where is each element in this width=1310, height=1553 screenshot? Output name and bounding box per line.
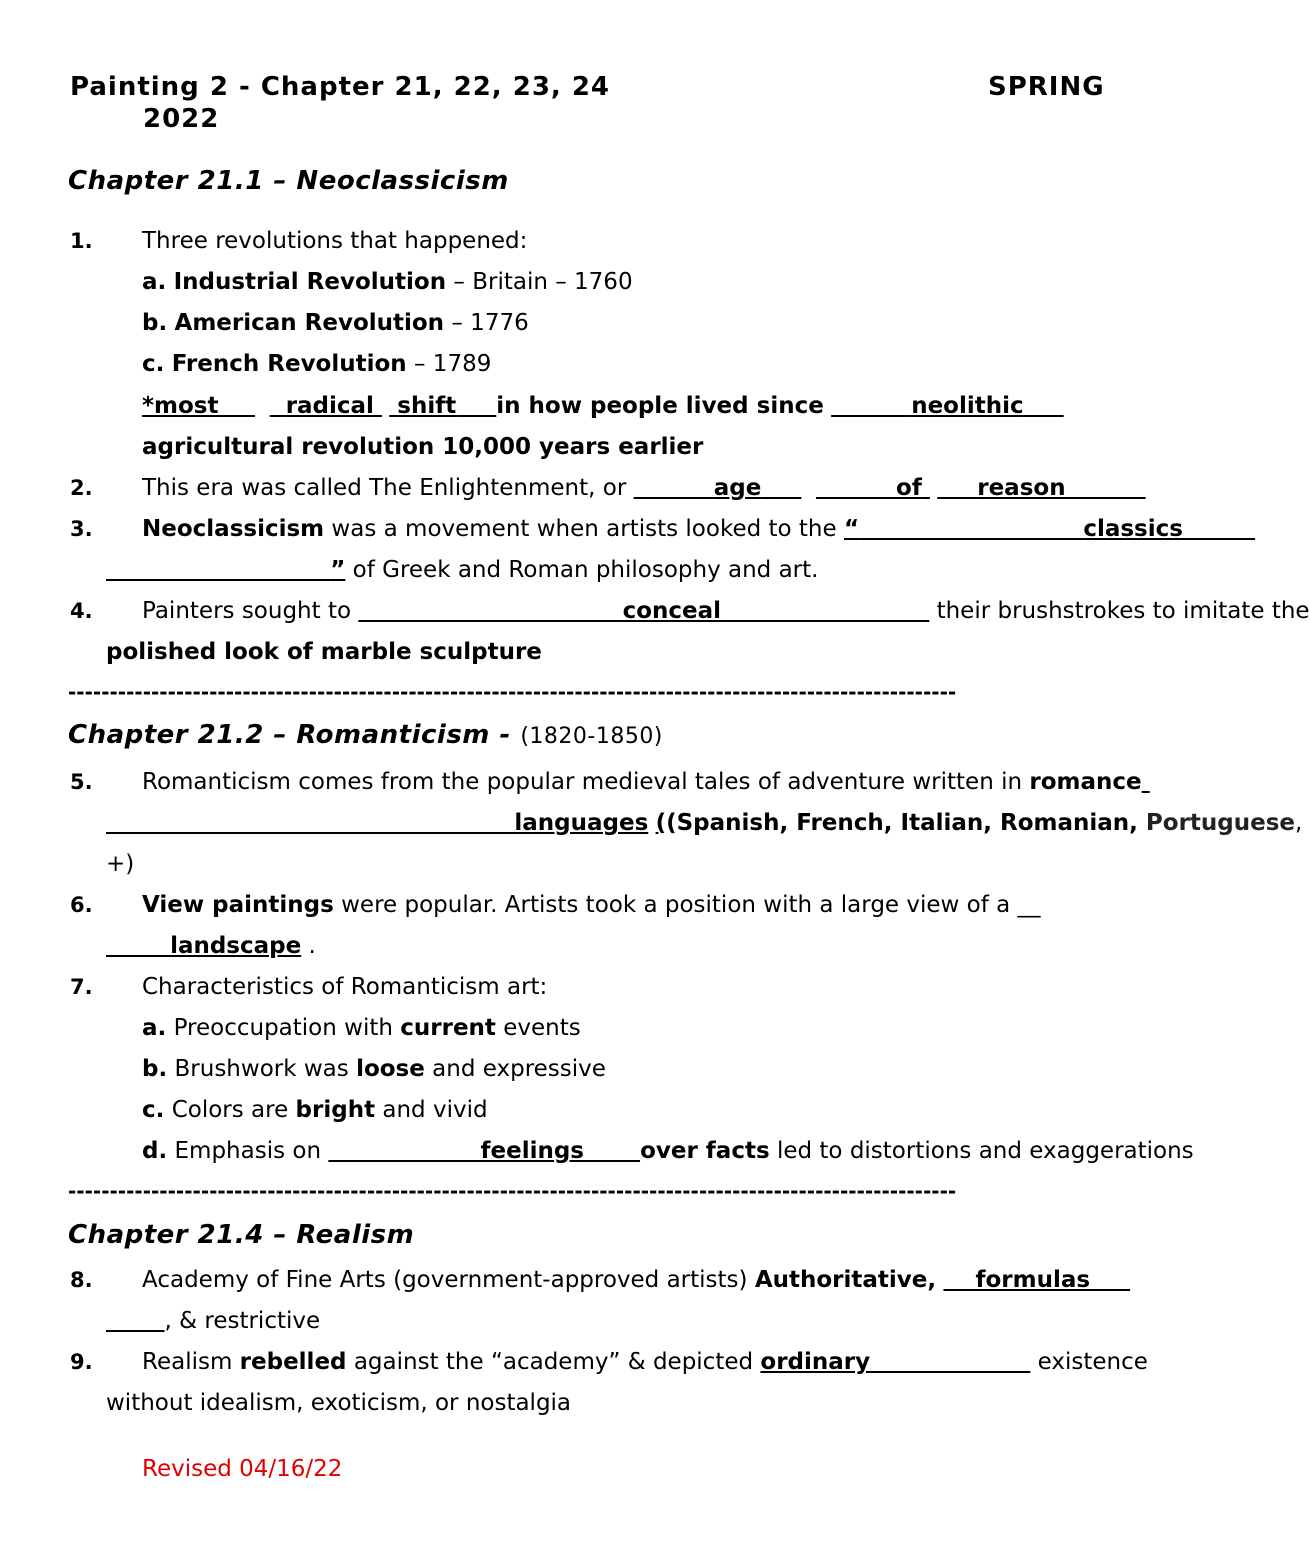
list-item: c. Colors are bright and vivid (142, 1097, 488, 1123)
answer-blank: ” (330, 557, 346, 583)
question-text: of Greek and Roman philosophy and art. (345, 557, 819, 583)
item-term: French Revolution (171, 351, 407, 377)
question-term: Neoclassicism (142, 516, 325, 542)
section-heading-romanticism: Chapter 21.2 – Romanticism - (1820-1850) (68, 720, 663, 750)
item-letter: c. (142, 351, 165, 377)
list-item (142, 308, 529, 338)
list-item (142, 267, 633, 297)
answer-blank: landscape (170, 933, 302, 959)
question-line (106, 555, 818, 585)
answer-text: over facts (640, 1138, 770, 1164)
answer-blank: neolithic (911, 393, 1024, 419)
item-detail: – 1776 (444, 310, 529, 336)
answer-text: polished look of marble sculpture (106, 639, 542, 665)
answer-blank: formulas (975, 1267, 1091, 1293)
answer-text: rebelled (239, 1349, 347, 1375)
item-detail: – 1789 (406, 351, 492, 377)
question-number: 5. (70, 770, 93, 794)
question-line (142, 890, 1041, 920)
question-line (142, 473, 1146, 503)
question-number: 8. (70, 1268, 93, 1292)
answer-blank: conceal (622, 598, 722, 624)
question-text: were popular. Artists took a position with a large view of a __ (333, 892, 1041, 918)
question-number: 9. (70, 1350, 93, 1374)
answer-text: bright (295, 1097, 376, 1123)
question-line: without idealism, exoticism, or nostalgia (106, 1390, 572, 1416)
list-item: b. Brushwork was loose and expressive (142, 1056, 606, 1082)
note-line (142, 391, 1064, 421)
section-divider: ----------------------------------------------------------------------------------------------------------- (68, 1179, 957, 1203)
question-line (106, 637, 542, 667)
answer-blank: reason (977, 475, 1066, 501)
question-number: 1. (70, 229, 93, 253)
question-line: Realism rebelled against the “academy” & depicted ordinary existence (142, 1349, 1148, 1375)
question-text: This era was called The Enlightenment, or (142, 475, 627, 501)
question-number: 7. (70, 975, 93, 999)
question-text: Academy of Fine Arts (government-approved artists) (142, 1267, 755, 1293)
list-item: d. Emphasis on feelings over facts led to distortions and exaggerations (142, 1138, 1194, 1164)
question-text: Romanticism comes from the popular medieval tales of adventure written in (142, 769, 1030, 795)
answer-blank: of (896, 475, 922, 501)
answer-text: loose (356, 1056, 425, 1082)
note-line (142, 432, 703, 462)
answer-blank: radical (285, 393, 374, 419)
question-line: landscape . (106, 931, 316, 961)
question-line (142, 1265, 1130, 1295)
question-text: their brushstrokes to imitate the (936, 598, 1310, 624)
answer-blank: shift (397, 393, 457, 419)
item-detail: – Britain – 1760 (446, 269, 633, 295)
section-divider: ----------------------------------------------------------------------------------------------------------- (68, 680, 957, 704)
question-number: 2. (70, 476, 93, 500)
item-term: American Revolution (174, 310, 445, 336)
section-dates: (1820-1850) (520, 724, 663, 749)
question-line (142, 767, 1150, 797)
question-line: +) (106, 851, 135, 877)
question-line (142, 596, 1310, 626)
answer-text: Authoritative, (754, 1267, 937, 1293)
answer-blank: ordinary (760, 1349, 871, 1375)
answer-text: romance (1029, 769, 1142, 795)
answer-blank: languages (514, 810, 649, 836)
answer-text: ((Spanish, French, Italian, Romanian, Portuguese (655, 810, 1296, 836)
page-title: Painting 2 - Chapter 21, 22, 23, 24 (70, 72, 611, 102)
answer-blank: feelings (480, 1138, 584, 1164)
answer-blank: age (713, 475, 762, 501)
question-number: 3. (70, 517, 93, 541)
list-item (142, 349, 491, 379)
question-number: 4. (70, 599, 93, 623)
section-heading-realism: Chapter 21.4 – Realism (68, 1220, 415, 1250)
question-line (106, 1306, 320, 1336)
question-text: Three revolutions that happened: (142, 228, 528, 254)
revised-date: Revised 04/16/22 (142, 1456, 343, 1482)
question-text: , & restrictive (164, 1308, 321, 1334)
item-letter: b. (142, 310, 168, 336)
question-number: 6. (70, 893, 93, 917)
list-item: a. Preoccupation with current events (142, 1015, 581, 1041)
question-line: languages ((Spanish, French, Italian, Romanian, Portuguese, (106, 808, 1302, 838)
note-text: in how people lived since (496, 393, 824, 419)
answer-blank: “ classics (843, 516, 1183, 542)
question-text: Painters sought to (142, 598, 352, 624)
term-year: 2022 (143, 104, 220, 134)
answer-blank: *most (142, 393, 219, 419)
question-text: Characteristics of Romanticism art: (142, 974, 548, 1000)
section-heading-neoclassicism: Chapter 21.1 – Neoclassicism (68, 166, 509, 196)
term-label: SPRING (988, 72, 1105, 102)
note-text: agricultural revolution 10,000 years earlier (142, 434, 704, 460)
question-term: View paintings (142, 892, 334, 918)
item-term: Industrial Revolution (173, 269, 447, 295)
item-letter: a. (142, 269, 167, 295)
answer-text: current (400, 1015, 496, 1041)
question-text: was a movement when artists looked to the (324, 516, 844, 542)
question-line (142, 514, 1255, 544)
